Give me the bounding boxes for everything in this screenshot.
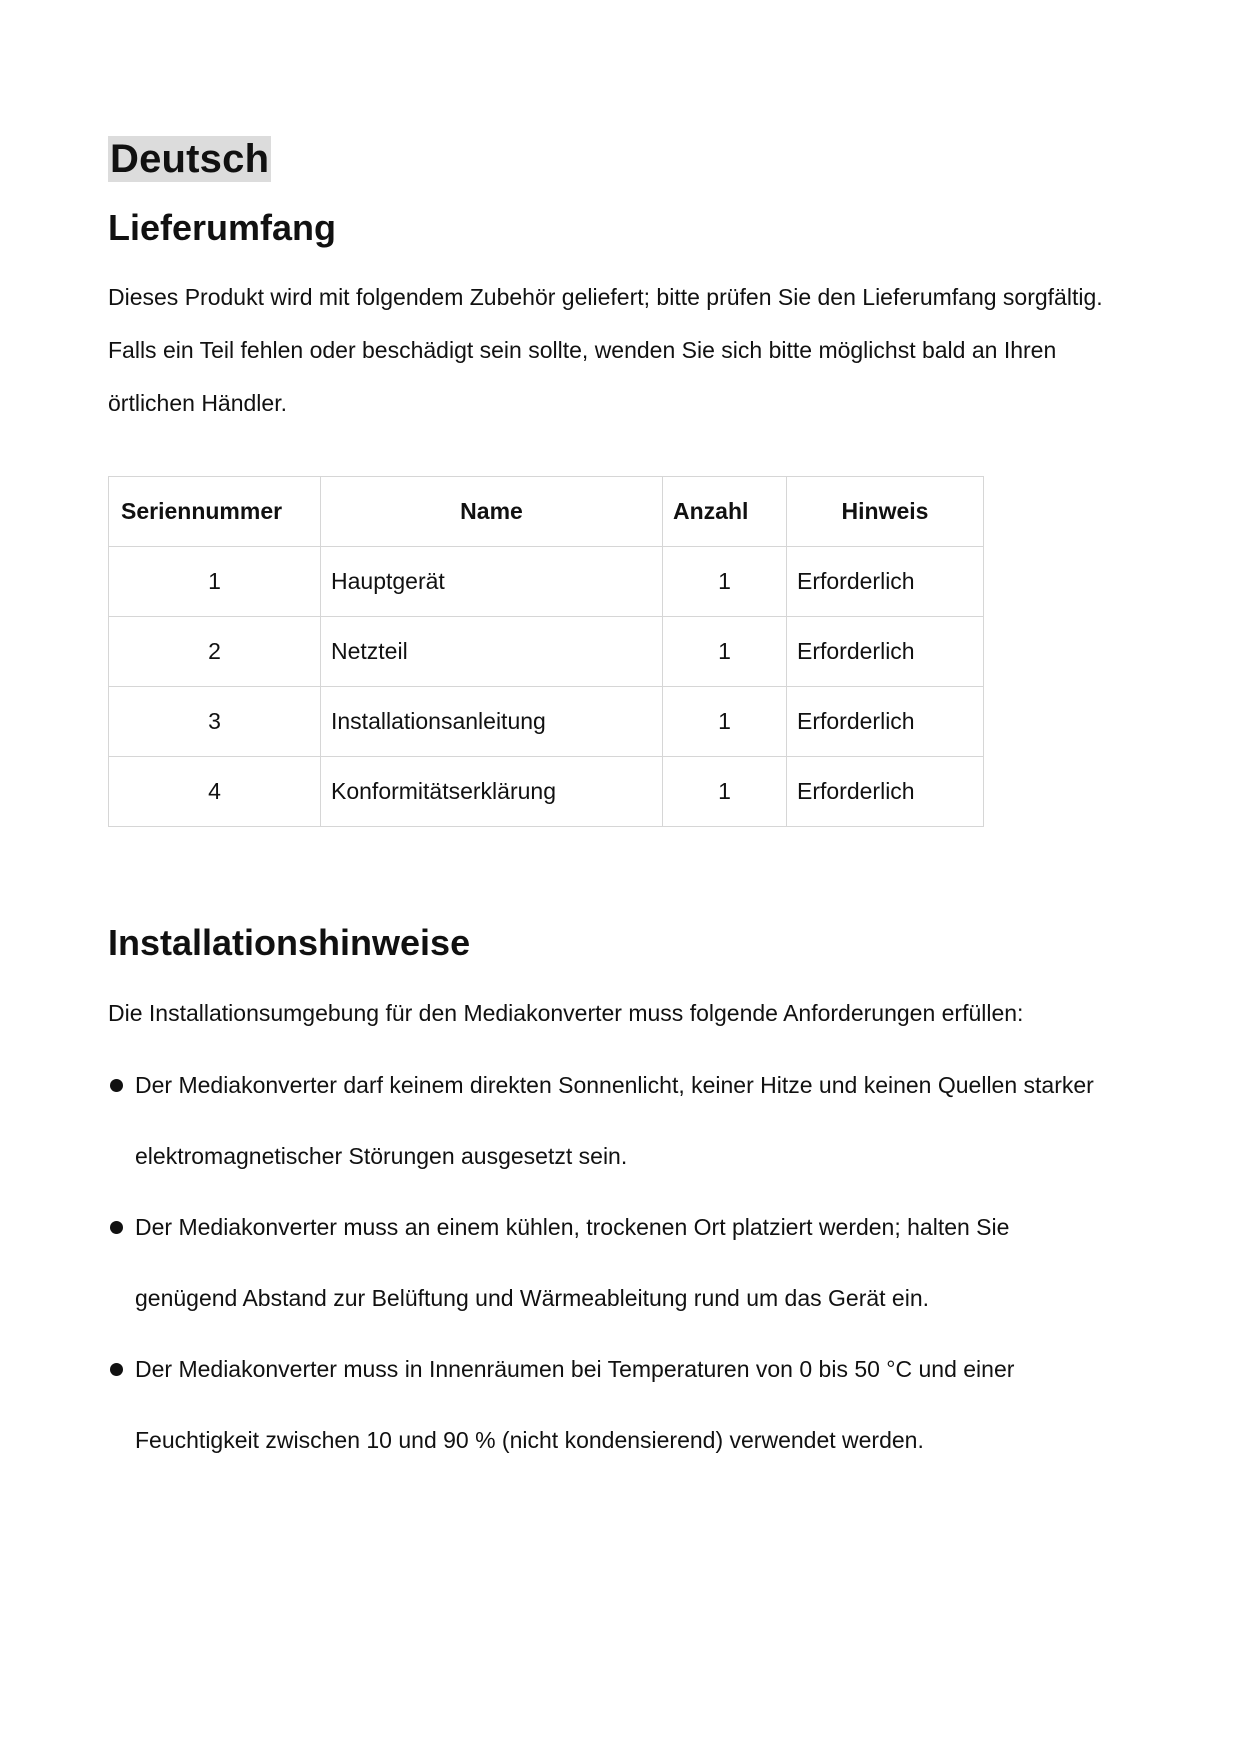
language-title: Deutsch	[110, 137, 270, 181]
requirement-line: elektromagnetischer Störungen ausgesetzt sein.	[135, 1143, 628, 1169]
header-quantity: Anzahl	[663, 477, 787, 547]
table-row	[109, 757, 984, 827]
delivery-section-title: Lieferumfang	[108, 207, 337, 248]
table-header-row	[109, 477, 984, 547]
cell-quantity: 1	[663, 617, 787, 687]
requirement-line: Der Mediakonverter muss an einem kühlen, trockenen Ort platziert werden; halten Sie	[135, 1214, 1010, 1240]
cell-note: Erforderlich	[787, 687, 984, 757]
installation-requirements-list	[108, 1050, 1094, 1476]
cell-serial: 4	[109, 757, 321, 827]
requirement-line: Feuchtigkeit zwischen 10 und 90 % (nicht kondensierend) verwendet werden.	[135, 1427, 924, 1453]
header-name: Name	[321, 477, 663, 547]
table-row	[109, 617, 984, 687]
installation-section-title: Installationshinweise	[108, 922, 471, 963]
delivery-intro-line: örtlichen Händler.	[108, 390, 287, 416]
cell-note: Erforderlich	[787, 757, 984, 827]
cell-quantity: 1	[663, 757, 787, 827]
requirement-line: Der Mediakonverter darf keinem direkten Sonnenlicht, keiner Hitze und keinen Quellen starker	[135, 1072, 1094, 1098]
delivery-intro-line: Falls ein Teil fehlen oder beschädigt sein sollte, wenden Sie sich bitte möglichst bald an Ihren	[108, 337, 1057, 363]
delivery-intro-line: Dieses Produkt wird mit folgendem Zubehör geliefert; bitte prüfen Sie den Lieferumfang sorgfältig.	[108, 284, 1103, 310]
cell-name: Netzteil	[321, 617, 663, 687]
cell-serial: 1	[109, 547, 321, 617]
requirement-line: Der Mediakonverter muss in Innenräumen bei Temperaturen von 0 bis 50 °C und einer	[135, 1356, 1015, 1382]
list-item	[108, 1334, 1094, 1476]
header-note: Hinweis	[787, 477, 984, 547]
list-item	[108, 1050, 1094, 1192]
table-row	[109, 687, 984, 757]
bullet-icon	[110, 1221, 123, 1234]
bullet-icon	[110, 1363, 123, 1376]
table-row	[109, 547, 984, 617]
requirement-line: genügend Abstand zur Belüftung und Wärmeableitung rund um das Gerät ein.	[135, 1285, 930, 1311]
delivery-intro	[108, 271, 1138, 430]
cell-name: Installationsanleitung	[321, 687, 663, 757]
delivery-contents-table	[108, 476, 984, 827]
cell-quantity: 1	[663, 547, 787, 617]
header-serial-number: Seriennummer	[109, 477, 321, 547]
cell-note: Erforderlich	[787, 617, 984, 687]
cell-name: Hauptgerät	[321, 547, 663, 617]
cell-note: Erforderlich	[787, 547, 984, 617]
cell-quantity: 1	[663, 687, 787, 757]
installation-intro: Die Installationsumgebung für den Mediakonverter muss folgende Anforderungen erfüllen:	[108, 1000, 1024, 1026]
cell-serial: 3	[109, 687, 321, 757]
cell-name: Konformitätserklärung	[321, 757, 663, 827]
bullet-icon	[110, 1079, 123, 1092]
cell-serial: 2	[109, 617, 321, 687]
list-item	[108, 1192, 1094, 1334]
